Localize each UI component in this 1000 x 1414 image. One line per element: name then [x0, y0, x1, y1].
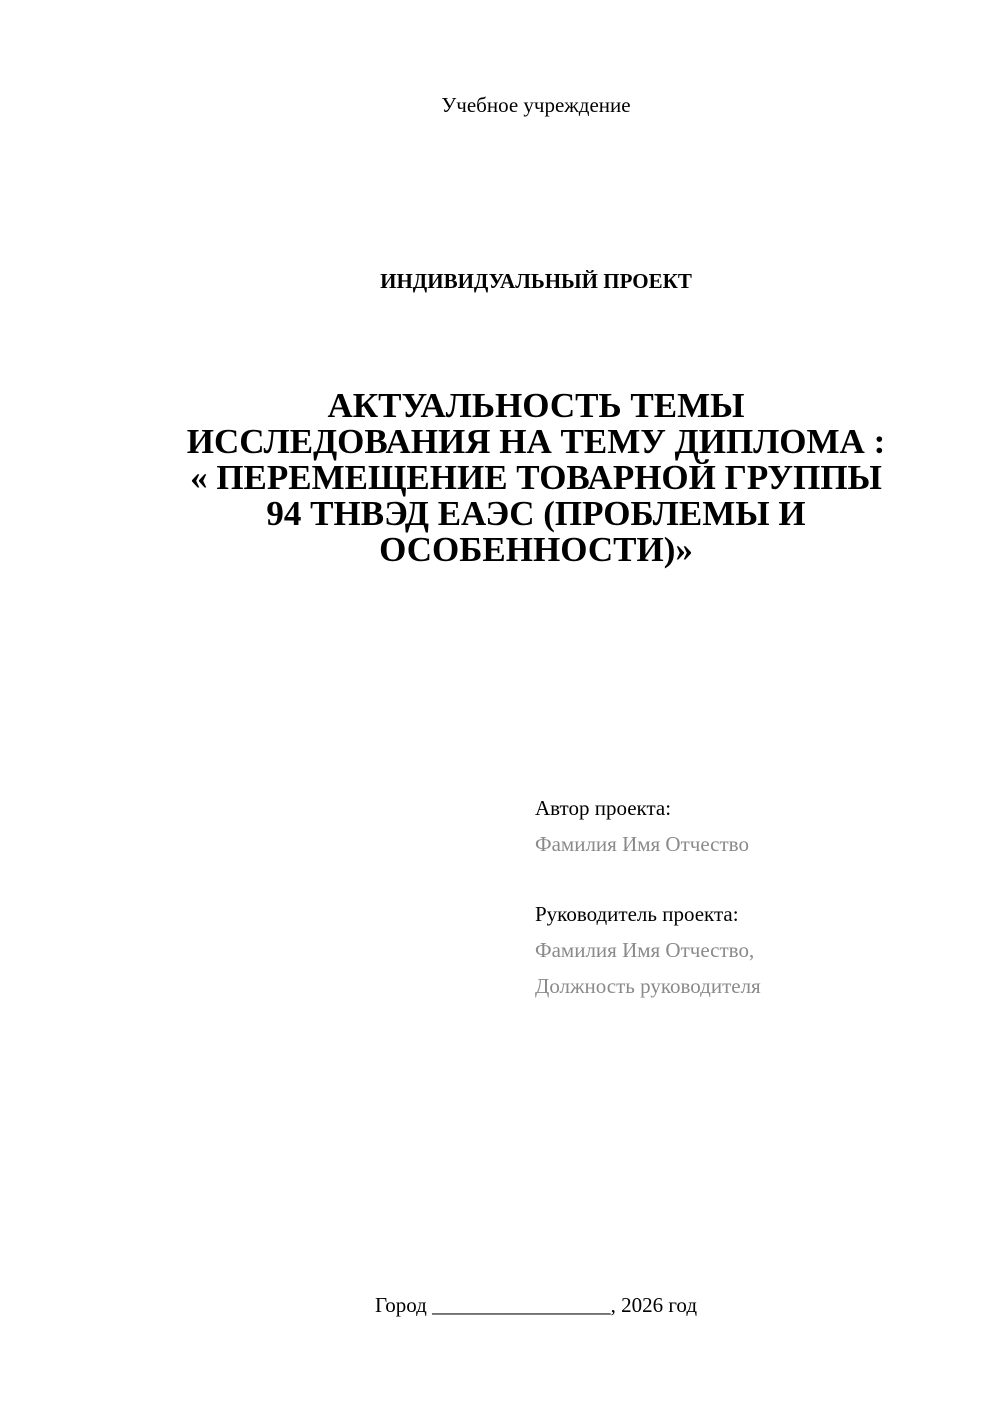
- title-line: АКТУАЛЬНОСТЬ ТЕМЫ: [327, 386, 745, 425]
- project-type-heading: ИНДИВИДУАЛЬНЫЙ ПРОЕКТ: [380, 269, 692, 293]
- institution-name: Учебное учреждение: [441, 93, 631, 117]
- title-line: ОСОБЕННОСТИ)»: [379, 530, 693, 569]
- title-line: ИССЛЕДОВАНИЯ НА ТЕМУ ДИПЛОМА :: [186, 422, 886, 461]
- title-line: « ПЕРЕМЕЩЕНИЕ ТОВАРНОЙ ГРУППЫ: [190, 458, 882, 497]
- supervisor-label: Руководитель проекта:: [535, 902, 739, 926]
- supervisor-name-placeholder: Фамилия Имя Отчество,: [535, 938, 755, 962]
- supervisor-position-placeholder: Должность руководителя: [535, 974, 761, 998]
- credits-spacer: [535, 862, 975, 896]
- title-line: 94 ТНВЭД ЕАЭС (ПРОБЛЕМЫ И: [266, 494, 806, 533]
- credits-block: [535, 790, 975, 1004]
- author-name-placeholder: Фамилия Имя Отчество: [535, 832, 749, 856]
- city-year-footer: Город _________________, 2026 год: [374, 1293, 698, 1317]
- author-label: Автор проекта:: [535, 796, 672, 820]
- project-title: [140, 388, 932, 568]
